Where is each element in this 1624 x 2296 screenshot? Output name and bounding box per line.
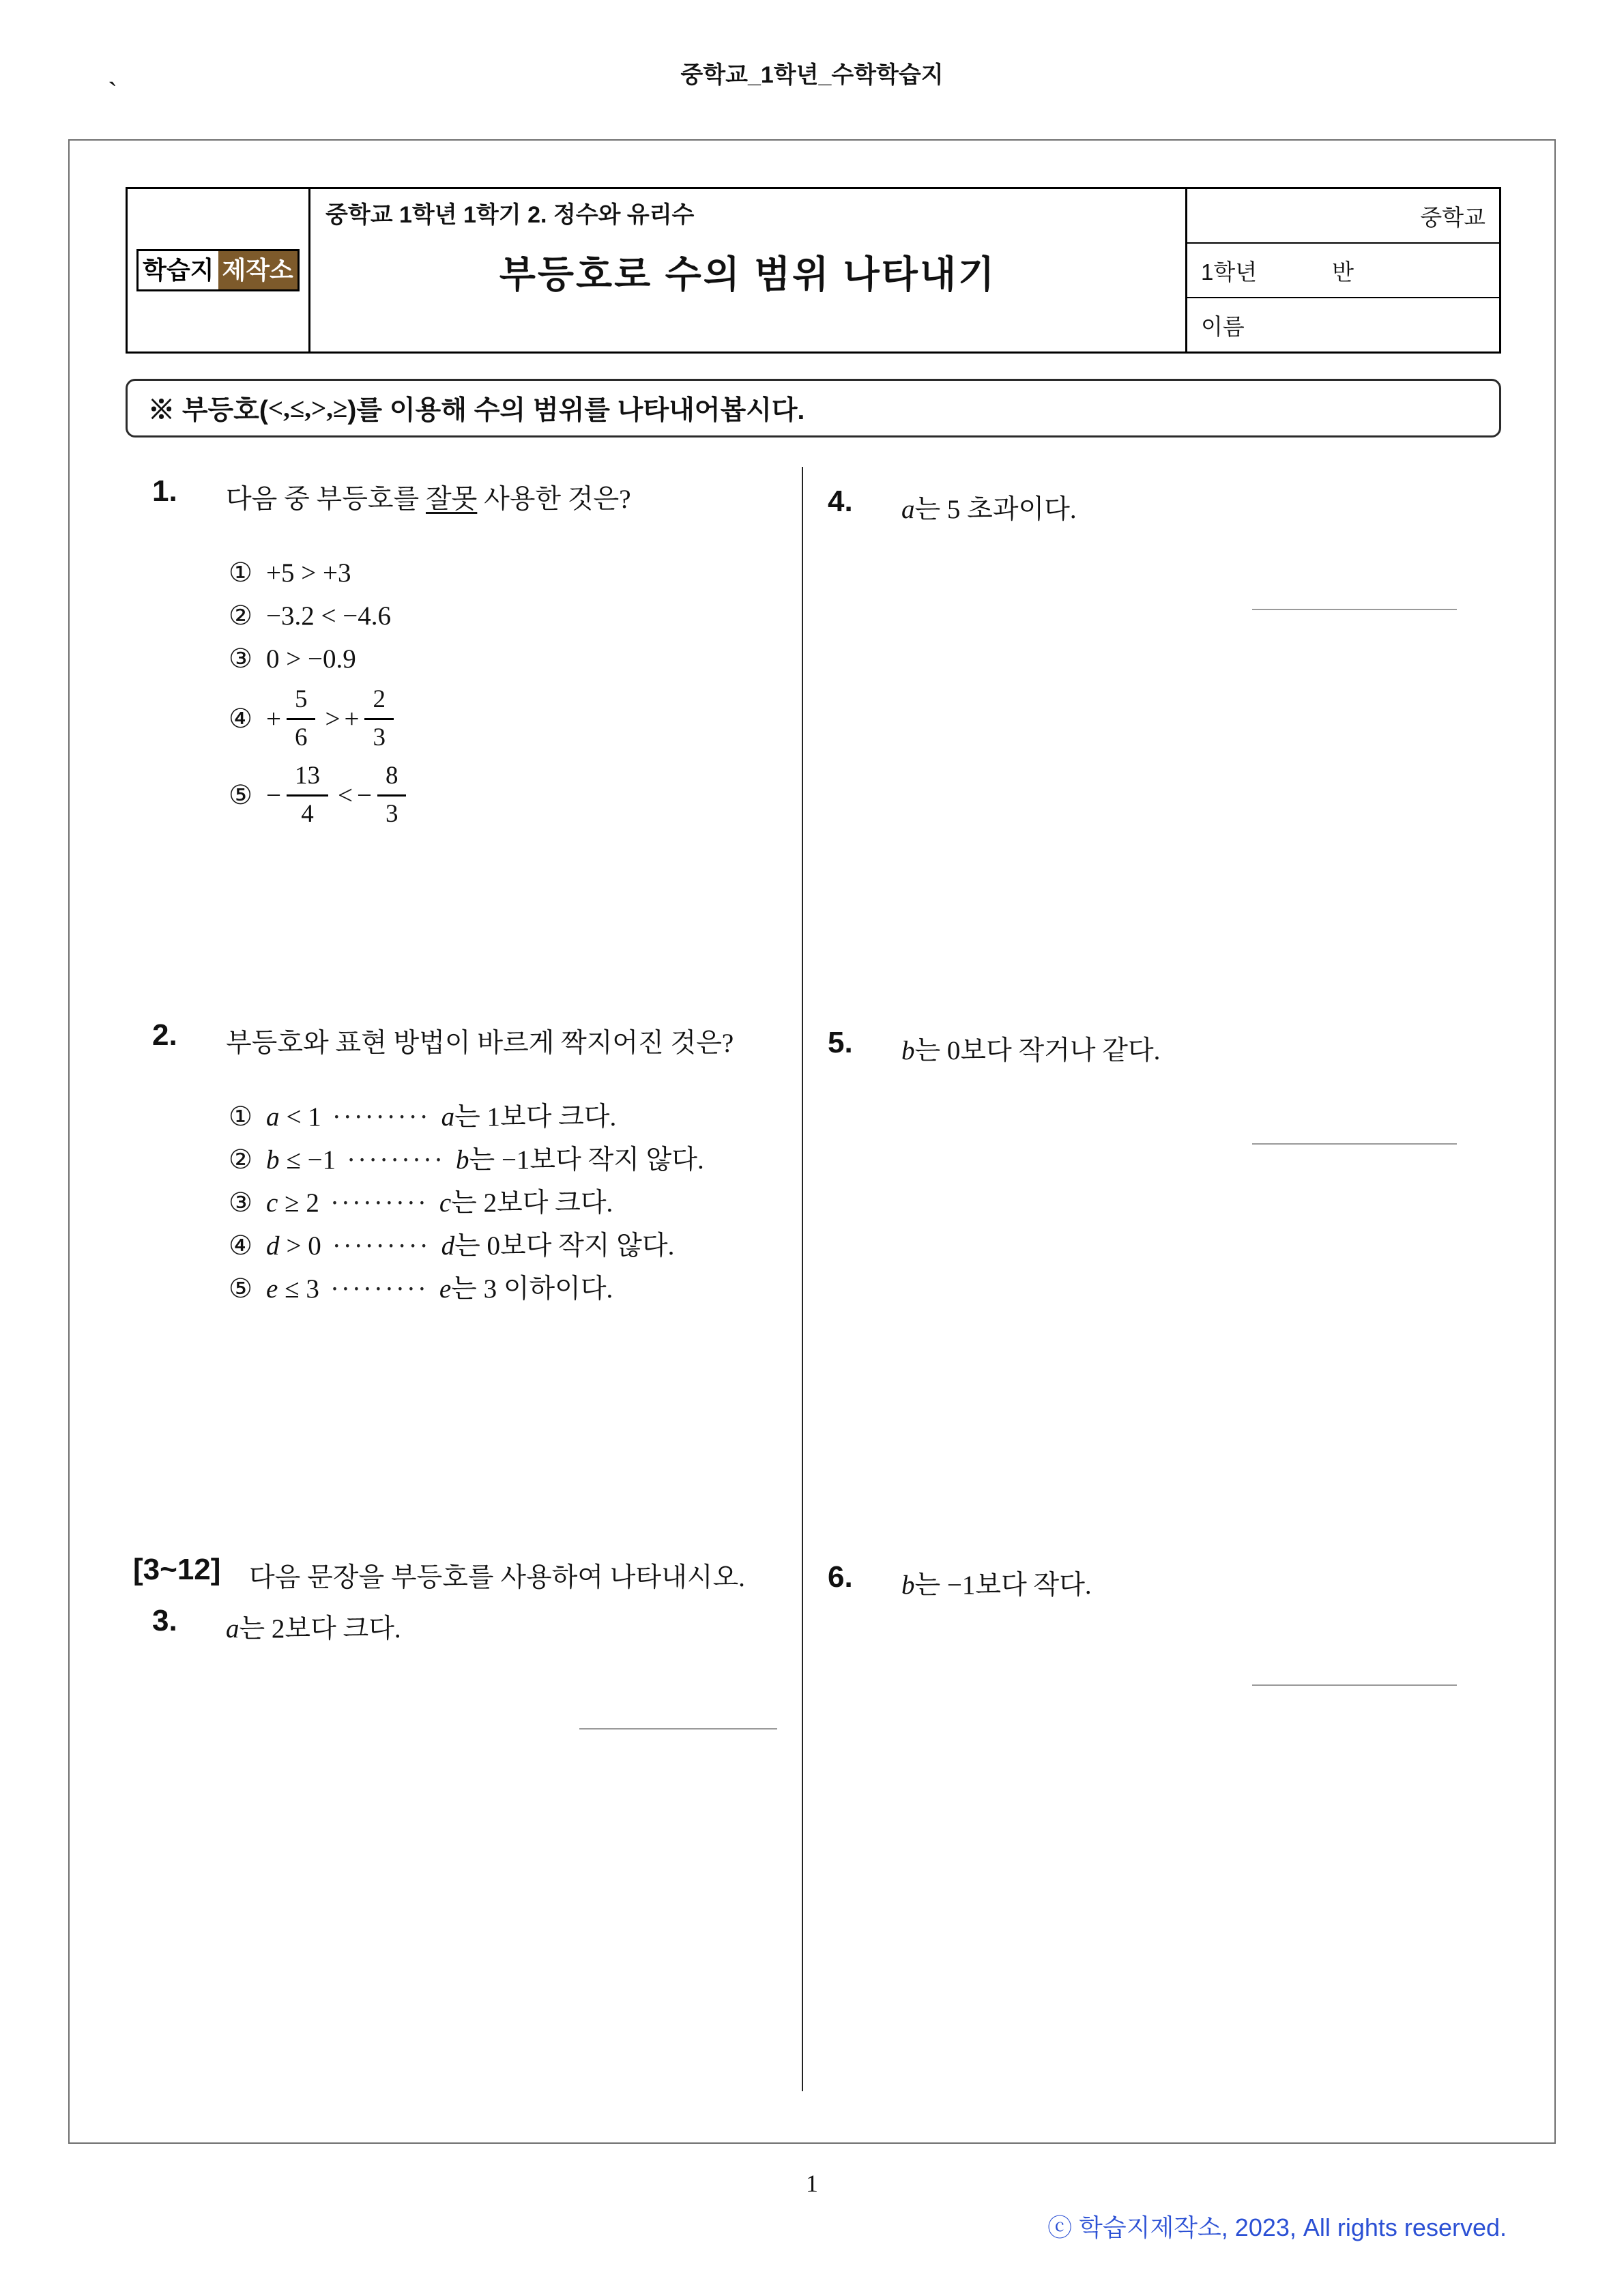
fraction: $\frac{13}{4}$ [287,760,328,830]
question-number: 5. [828,1026,853,1059]
sign: − [356,780,372,810]
math-variable: b [901,1570,915,1600]
fraction: $\frac{8}{3}$ [377,760,407,830]
question-number: 2. [152,1018,177,1052]
question-number: 3. [152,1604,177,1637]
worksheet-page [68,139,1556,2144]
q2-option-3 [229,1181,800,1224]
q2-option-4 [229,1224,800,1267]
school-row [1187,189,1499,242]
publisher-logo [136,249,300,291]
math-variable: a [901,495,915,524]
unit-subtitle: 중학교 1학년 1학기 2. 정수와 유리수 [325,202,695,228]
instruction-box [126,379,1501,437]
math-variable: e [439,1274,452,1304]
grade-label: 1학년 [1201,259,1258,285]
logo-part-2: 제작소 [218,251,298,289]
question-number: 6. [828,1560,853,1594]
question-text: a는 5 초과이다. [901,495,1077,524]
option-marker: ⑤ [229,1274,252,1304]
q1-options [229,551,800,833]
sign: − [265,780,281,810]
section-range-label: [3~12] [133,1553,221,1586]
math-variable: a [226,1614,240,1644]
sign: + [265,704,281,734]
name-row [1187,297,1499,351]
question-1-head [152,474,800,516]
sign: + [344,704,360,734]
question-3 [152,1604,800,1646]
question-number: 1. [152,474,177,508]
student-info-cell [1185,189,1499,351]
dot-leader: ········· [332,1102,431,1132]
page-number: 1 [806,2170,818,2197]
section-3-12 [133,1553,802,1594]
math-variable: b [901,1036,915,1065]
inequality-operator: > [325,704,340,734]
option-marker: ③ [229,1188,252,1218]
publisher-logo-cell [128,189,310,351]
q1-option-1 [229,551,800,594]
question-text: 다음 중 부등호를 잘못 사용한 것은? [226,485,631,514]
math-variable: b [456,1145,469,1175]
math-variable: e [265,1274,278,1304]
answer-line-q4 [1252,609,1457,610]
option-description: 는 1보다 크다. [454,1102,617,1132]
instruction-pre: ※ 부등호( [148,396,268,425]
option-description: 는 0보다 작지 않다. [454,1231,675,1261]
school-label: 중학교 [1420,204,1485,230]
column-divider [802,467,803,2091]
math-variable: c [265,1188,278,1218]
question-2-head [152,1018,800,1060]
option-description: 는 3 이하이다. [451,1274,613,1304]
option-description: 는 2보다 크다. [451,1188,613,1218]
instruction-post: )를 이용해 수의 범위를 나타내어봅시다. [347,396,805,425]
question-4 [828,485,1483,526]
copyright-notice: ⓒ 학습지제작소, 2023, All rights reserved. [1047,2213,1507,2241]
q1-option-5 [229,757,800,833]
math-relation: ≥ 2 [285,1188,319,1218]
math-relation: ≤ 3 [285,1274,319,1304]
answer-line-q3 [579,1728,777,1730]
q2-option-2 [229,1138,800,1181]
inequality-operator: < [337,780,353,810]
option-marker: ④ [229,1231,252,1261]
question-text: b는 0보다 작거나 같다. [901,1036,1161,1065]
dot-leader: ········· [347,1145,446,1175]
logo-part-1: 학습지 [139,251,218,289]
q1-option-4 [229,680,800,757]
option-marker: ③ [229,644,252,674]
math-variable: c [439,1188,452,1218]
math-variable: d [265,1231,280,1261]
fraction: $\frac{5}{6}$ [287,684,316,754]
grade-class-row [1187,242,1499,297]
option-marker: ⑤ [229,780,252,810]
q1-option-2 [229,594,800,637]
dot-leader: ········· [330,1188,429,1218]
question-text: 부등호와 표현 방법이 바르게 짝지어진 것은? [226,1029,734,1058]
option-expression: −3.2 < −4.6 [265,601,391,631]
worksheet-header [126,187,1501,354]
question-text: a는 2보다 크다. [226,1614,401,1644]
title-cell [310,189,1185,351]
dot-leader: ········· [330,1274,429,1304]
answer-line-q6 [1252,1684,1457,1686]
math-relation: > 0 [286,1231,321,1261]
question-5 [828,1026,1483,1067]
document-header-label: 중학교_1학년_수학학습지 [680,62,944,88]
option-marker: ① [229,558,252,588]
fraction: $\frac{2}{3}$ [364,684,394,754]
math-variable: a [441,1102,455,1132]
answer-line-q5 [1252,1143,1457,1145]
section-instruction: 다음 문장을 부등호를 사용하여 나타내시오. [249,1563,745,1592]
math-variable: d [441,1231,455,1261]
option-expression: +5 > +3 [265,558,351,588]
question-number: 4. [828,485,853,518]
math-relation: ≤ −1 [286,1145,336,1175]
name-label: 이름 [1201,313,1245,339]
inequality-symbols: <,≤,>,≥ [267,393,348,423]
option-description: 는 −1보다 작지 않다. [469,1145,704,1175]
q2-option-1 [229,1095,800,1138]
underlined-word: 잘못 [425,485,478,514]
dot-leader: ········· [332,1231,431,1261]
q1-option-3 [229,637,800,680]
q2-options [229,1095,800,1310]
math-variable: a [265,1102,280,1132]
question-text: b는 −1보다 작다. [901,1570,1092,1600]
class-label: 반 [1332,259,1354,285]
question-1 [152,474,800,833]
q2-option-5 [229,1267,800,1310]
question-2 [152,1018,800,1310]
option-marker: ④ [229,704,252,734]
math-relation: < 1 [286,1102,321,1132]
question-6 [828,1560,1483,1602]
math-variable: b [265,1145,280,1175]
option-marker: ① [229,1102,252,1132]
stray-backtick-mark: ` [108,77,117,109]
worksheet-title: 부등호로 수의 범위 나타내기 [499,253,997,296]
option-expression: 0 > −0.9 [265,644,356,674]
option-marker: ② [229,1145,252,1175]
option-marker: ② [229,601,252,631]
